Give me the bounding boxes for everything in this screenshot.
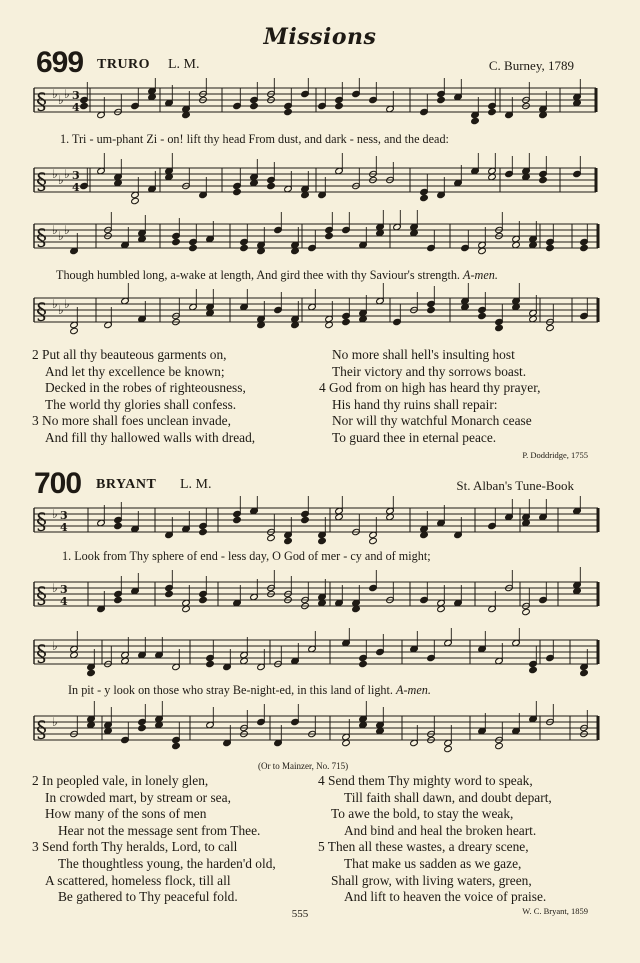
flat-icon: ♭	[52, 507, 58, 521]
verses-right	[319, 347, 540, 447]
note-head	[495, 324, 504, 331]
note-head	[427, 306, 436, 313]
note-head	[318, 537, 327, 544]
note-head	[301, 516, 310, 523]
clef-icon: §	[36, 90, 47, 115]
flat-icon: ♭	[52, 223, 58, 237]
note-head	[87, 669, 96, 676]
meter: L. M.	[180, 477, 212, 492]
clef-icon: §	[36, 642, 47, 667]
verse-line: 2 Put all thy beauteous garments on,	[32, 347, 227, 362]
clef-icon: §	[36, 718, 47, 743]
alt-tune-note: (Or to Mainzer, No. 715)	[258, 761, 349, 771]
note-head	[80, 102, 89, 109]
flat-icon: ♭	[52, 167, 58, 181]
hymn-number: 699	[36, 46, 84, 79]
note-head	[240, 244, 249, 251]
note-head	[471, 117, 480, 124]
verse-line: Till faith shall dawn, and doubt depart,	[344, 789, 552, 805]
lyric-line: 1. Tri - um-phant Zi - on! lift thy head From dust, and dark - ness, and the dead:	[60, 132, 449, 146]
note-head	[284, 537, 293, 544]
note-head	[114, 522, 123, 529]
amen-label: A-men.	[396, 683, 431, 697]
note-head	[206, 660, 215, 667]
flat-icon: ♭	[58, 93, 64, 107]
note-head	[580, 669, 589, 676]
note-head	[267, 182, 276, 189]
clef-icon: §	[36, 226, 47, 251]
page-number: 555	[291, 908, 309, 920]
note-head	[437, 96, 446, 103]
author-credit: W. C. Bryant, 1859	[522, 906, 588, 916]
flat-icon: ♭	[64, 167, 70, 181]
composer-credit: C. Burney, 1789	[488, 58, 574, 73]
clef-icon: §	[36, 510, 47, 535]
verse-line: To awe the bold, to stay the weak,	[331, 806, 514, 822]
note-head	[114, 596, 123, 603]
verse-line: 4 Send them Thy mighty word to speak,	[318, 773, 533, 788]
author-credit: P. Doddridge, 1755	[522, 450, 588, 460]
note-head	[250, 102, 259, 109]
note-head	[546, 244, 555, 251]
flat-icon: ♭	[52, 715, 58, 729]
amen-label: A-men.	[463, 268, 498, 282]
verse-line: Shall grow, with living waters, green,	[331, 872, 532, 888]
note-head	[131, 197, 140, 204]
note-head	[70, 327, 79, 334]
verse-line: Decked in the robes of righteousness,	[45, 380, 246, 396]
clef-icon: §	[36, 300, 47, 325]
verses-left	[32, 347, 255, 447]
verse-line: And bind and heal the broken heart.	[344, 822, 537, 838]
verse-line: In crowded mart, by stream or sea,	[45, 789, 231, 805]
flat-icon: ♭	[64, 223, 70, 237]
meter: L. M.	[168, 57, 200, 72]
verse-line: 3 No more shall foes unclean invade,	[32, 413, 231, 429]
verse-line: Be gathered to Thy peaceful fold.	[58, 889, 238, 905]
note-head	[138, 724, 147, 731]
flat-icon: ♭	[58, 303, 64, 317]
verse-line: How many of the sons of men	[45, 806, 207, 822]
flat-icon: ♭	[52, 87, 58, 101]
note-head	[233, 516, 242, 523]
note-head	[172, 742, 181, 749]
verse-line: And fill thy hallowed walls with dread,	[45, 429, 256, 445]
note-head	[165, 590, 174, 597]
tune-name: BRYANT	[96, 477, 157, 492]
note-head	[488, 108, 497, 115]
note-head	[342, 318, 351, 325]
note-head	[172, 238, 181, 245]
note-head	[420, 194, 429, 201]
time-signature: 4	[72, 101, 80, 114]
note-head	[580, 244, 589, 251]
note-head	[546, 324, 555, 331]
note-head	[267, 534, 276, 541]
clef-icon: §	[36, 170, 47, 195]
note-head	[529, 666, 538, 673]
verse-line: 5 Then all these wastes, a dreary scene,	[318, 839, 529, 855]
flat-icon: ♭	[58, 173, 64, 187]
lyric-line: Though humbled long, a-wake at length, And gird thee with thy Saviour's strength.	[56, 268, 460, 282]
note-head	[539, 176, 548, 183]
time-signature: 3	[60, 583, 68, 596]
composer-credit: St. Alban's Tune-Book	[456, 478, 574, 493]
time-signature: 4	[60, 595, 68, 608]
flat-icon: ♭	[64, 87, 70, 101]
flat-icon: ♭	[64, 297, 70, 311]
verse-line: No more shall hell's insulting host	[332, 347, 515, 362]
lyric-line: In pit - y look on those who stray Be-night-ed, in this land of light.	[68, 683, 393, 697]
lyric-line: 1. Look from Thy sphere of end - less day, O God of mer - cy and of might;	[62, 549, 431, 563]
verse-line: A scattered, homeless flock, till all	[45, 872, 231, 888]
time-signature: 3	[72, 89, 80, 102]
time-signature: 4	[60, 521, 68, 534]
note-head	[369, 537, 378, 544]
time-signature: 3	[72, 169, 80, 182]
note-head	[284, 108, 293, 115]
verses-left	[32, 773, 276, 906]
verses-right	[318, 773, 552, 906]
time-signature: 4	[72, 181, 80, 194]
clef-icon: §	[36, 584, 47, 609]
verse-line: That make us sadden as we gaze,	[344, 855, 522, 871]
note-head	[199, 596, 208, 603]
note-head	[522, 608, 531, 615]
verse-line: To guard thee in eternal peace.	[332, 429, 497, 445]
note-head	[359, 660, 368, 667]
note-head	[189, 244, 198, 251]
flat-icon: ♭	[58, 229, 64, 243]
hymn-number: 700	[34, 467, 82, 500]
note-head	[495, 742, 504, 749]
verse-line: The thoughtless young, the harden'd old,	[58, 855, 276, 871]
verse-line: And lift to heaven the voice of praise.	[344, 889, 547, 905]
flat-icon: ♭	[52, 581, 58, 595]
note-head	[478, 312, 487, 319]
verse-line: Hear not the message sent from Thee.	[58, 822, 261, 838]
verse-line: The world thy glories shall confess.	[45, 396, 237, 412]
tune-name: TRURO	[97, 57, 151, 72]
verse-line: His hand thy ruins shall repair:	[332, 396, 498, 412]
flat-icon: ♭	[52, 297, 58, 311]
verse-line: Their victory and thy sorrows boast.	[332, 363, 527, 379]
verse-line: 4 God from on high has heard thy prayer,	[319, 380, 541, 396]
note-head	[335, 102, 344, 109]
verse-line: 2 In peopled vale, in lonely glen,	[32, 773, 209, 788]
flat-icon: ♭	[52, 639, 58, 653]
verse-line: And let thy excellence be known;	[45, 363, 225, 379]
verse-line: 3 Send forth Thy heralds, Lord, to call	[32, 839, 238, 855]
note-head	[199, 528, 208, 535]
note-head	[325, 232, 334, 239]
verse-line: Nor will thy watchful Monarch cease	[332, 413, 532, 429]
time-signature: 3	[60, 509, 68, 522]
section-title: Missions	[263, 24, 377, 50]
note-head	[444, 745, 453, 752]
note-head	[233, 188, 242, 195]
